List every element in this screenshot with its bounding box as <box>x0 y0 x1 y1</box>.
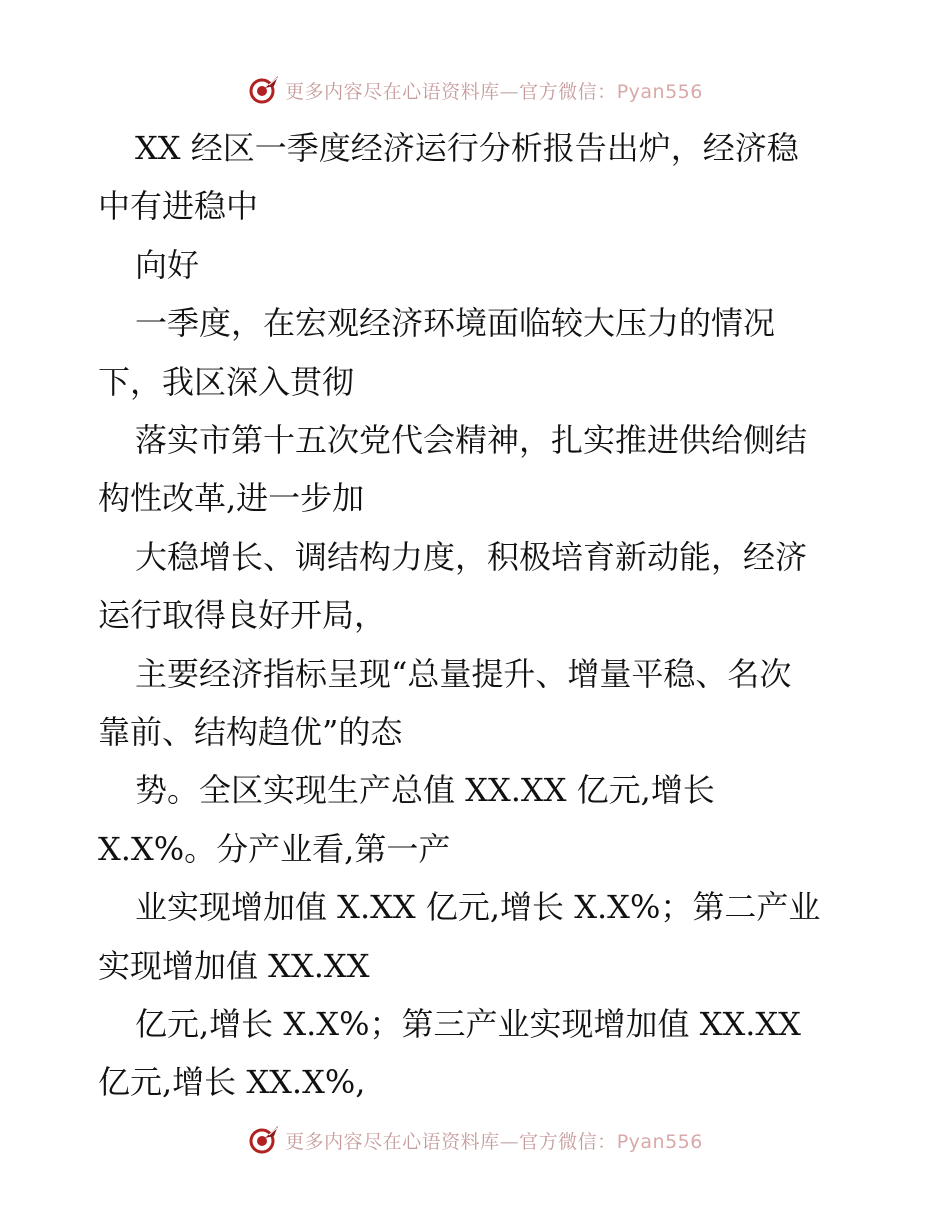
text-line: 亿元,增长 XX.X%, <box>98 1063 366 1102</box>
watermark-text: 更多内容尽在心语资料库—官方微信：Pyan556 <box>285 1130 703 1153</box>
header-watermark <box>0 70 950 110</box>
text-line: 一季度，在宏观经济环境面临较大压力的情况 <box>135 304 776 343</box>
quill-seal-logo-icon <box>247 73 281 107</box>
quill-seal-logo-icon <box>247 1123 281 1157</box>
watermark-text: 更多内容尽在心语资料库—官方微信：Pyan556 <box>285 80 703 103</box>
text-line: 亿元,增长 X.X%；第三产业实现增加值 XX.XX <box>135 1005 801 1043</box>
text-line: 主要经济指标呈现“总量提升、增量平稳、名次 <box>135 654 792 693</box>
text-line: 向好 <box>135 245 200 284</box>
text-line: 实现增加值 XX.XX <box>98 946 370 985</box>
text-line: 靠前、结构趋优”的态 <box>98 713 403 751</box>
text-line: XX 经区一季度经济运行分析报告出炉，经济稳 <box>135 129 799 167</box>
text-line: 势。全区实现生产总值 XX.XX 亿元,增长 <box>135 771 715 810</box>
text-line: 落实市第十五次党代会精神，扎实推进供给侧结 <box>135 421 808 459</box>
text-line: X.X%。分产业看,第一产 <box>98 829 451 868</box>
text-line: 大稳增长、调结构力度，积极培育新动能，经济 <box>135 537 808 576</box>
text-line: 运行取得良好开局， <box>98 596 387 635</box>
text-line: 中有进稳中 <box>98 187 259 226</box>
text-line: 下，我区深入贯彻 <box>98 362 355 401</box>
text-line: 业实现增加值 X.XX 亿元,增长 X.X%；第二产业 <box>135 888 821 927</box>
text-line: 构性改革,进一步加 <box>98 479 365 518</box>
footer-watermark <box>0 1120 950 1160</box>
